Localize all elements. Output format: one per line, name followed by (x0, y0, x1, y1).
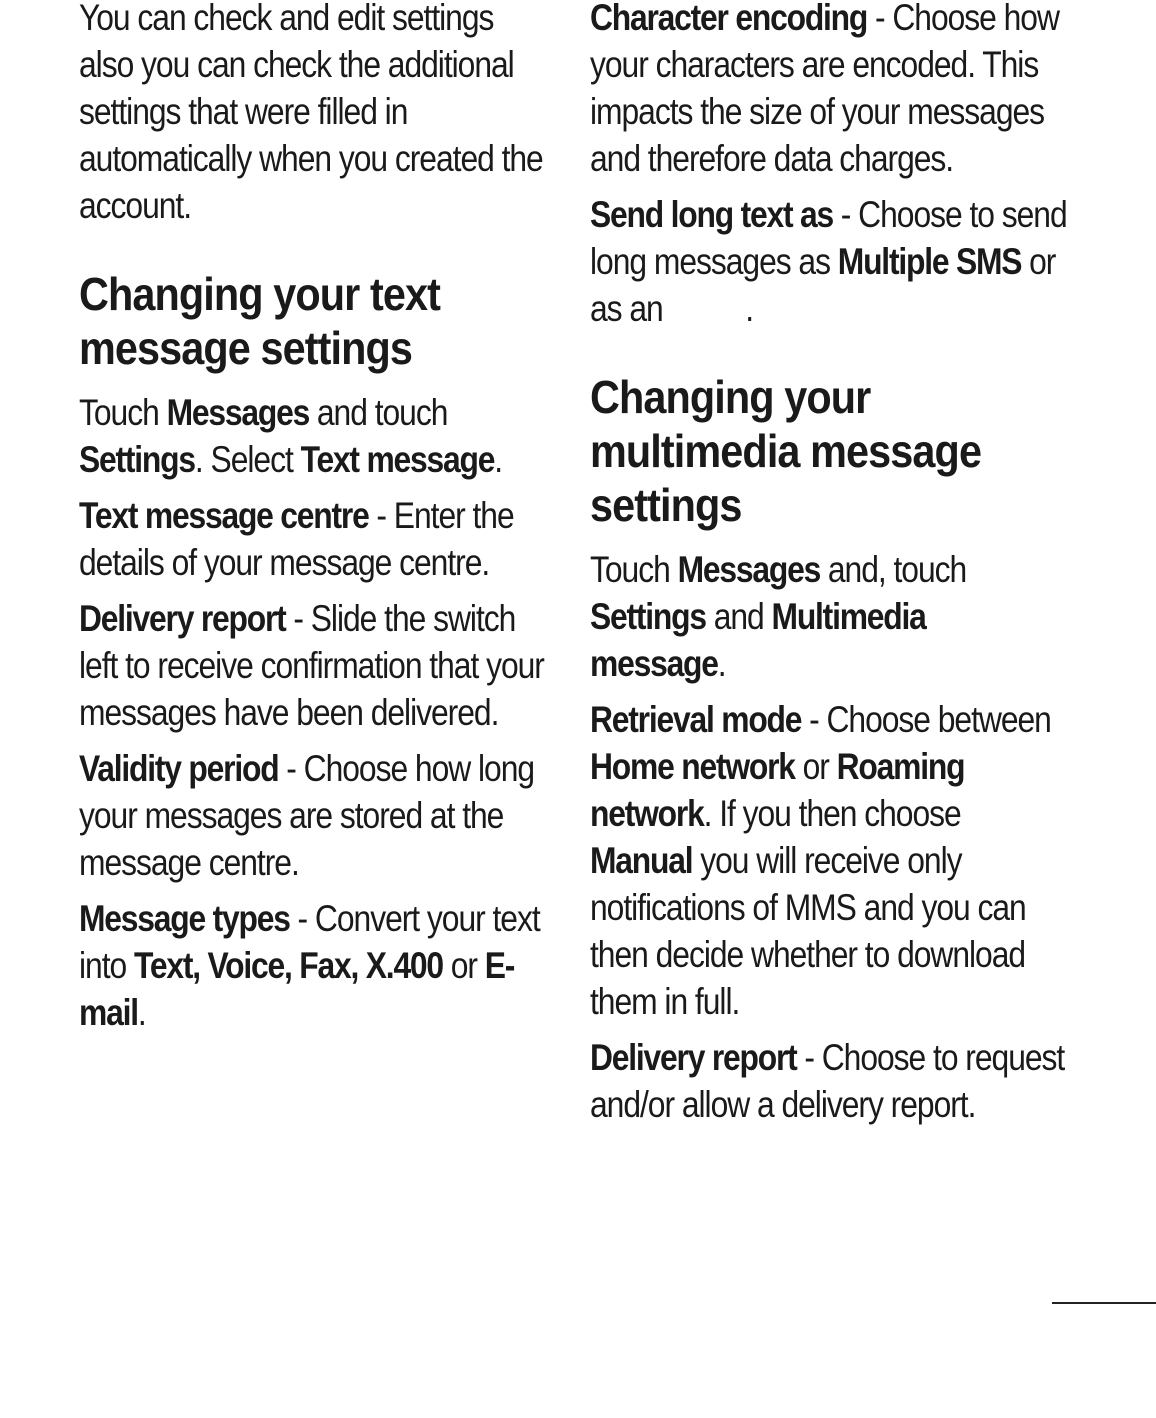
multimedia-touch-instructions: Touch Messages and, touch Settings and Multimedia message. (590, 549, 967, 684)
retrieval-mode-term: Retrieval mode (590, 699, 802, 740)
message-types-term: Message types (79, 898, 290, 939)
send-long-text-item: Send long text as - Choose to send long messages as Multiple SMS or as an . (590, 194, 1067, 329)
text-message-settings-heading: Changing your text message settings (79, 268, 441, 374)
multimedia-message-term: Multimedia message (590, 596, 926, 684)
home-network-option: Home network (590, 746, 795, 787)
page-footer-rule (1052, 1302, 1156, 1304)
message-format-options: Text, Voice, Fax, X.400 (133, 945, 443, 986)
messages-term: Messages (677, 549, 821, 590)
email-option: E-mail (79, 945, 515, 1033)
text-message-term: Text message (300, 439, 495, 480)
settings-term: Settings (79, 439, 195, 480)
message-types-item: Message types - Convert your text into Text, Voice, Fax, X.400 or E-mail. (79, 898, 540, 1033)
messages-term: Messages (166, 392, 310, 433)
text-message-centre-item: Text message centre - Enter the details of your message centre. (79, 495, 514, 583)
character-encoding-item: Character encoding - Choose how your characters are encoded. This impacts the size of your messages and therefore data charges. (590, 0, 1069, 182)
retrieval-mode-item: Retrieval mode - Choose between Home network or Roaming network. If you then choose Manual you will receive only notifications of MMS and you can then decide whether to download them in full. (590, 699, 1051, 1022)
text-message-centre-term: Text message centre (79, 495, 369, 536)
sms-delivery-report-term: Delivery report (79, 598, 286, 639)
character-encoding-term: Character encoding (590, 0, 868, 38)
settings-term: Settings (590, 596, 706, 637)
left-column (79, 0, 549, 1045)
sms-delivery-report-item: Delivery report - Slide the switch left to receive confirmation that your messages have been delivered. (79, 598, 544, 733)
text-message-touch-instructions: Touch Messages and touch Settings. Select Text message. (79, 392, 503, 480)
right-column (590, 0, 1070, 1137)
validity-period-item: Validity period - Choose how long your messages are stored at the message centre. (79, 748, 535, 883)
mms-delivery-report-item: Delivery report - Choose to request and/or allow a delivery report. (590, 1037, 1065, 1125)
intro-paragraph: You can check and edit settings also you can check the additional settings that were filled in automatically when you created the account. (79, 0, 543, 226)
validity-period-term: Validity period (79, 748, 279, 789)
multiple-sms-option: Multiple SMS (837, 241, 1022, 282)
mms-delivery-report-term: Delivery report (590, 1037, 797, 1078)
manual-option: Manual (590, 840, 693, 881)
multimedia-message-settings-heading: Changing your multimedia message settings (590, 371, 982, 531)
roaming-network-option: Roaming network (590, 746, 965, 834)
send-long-text-term: Send long text as (590, 194, 833, 235)
